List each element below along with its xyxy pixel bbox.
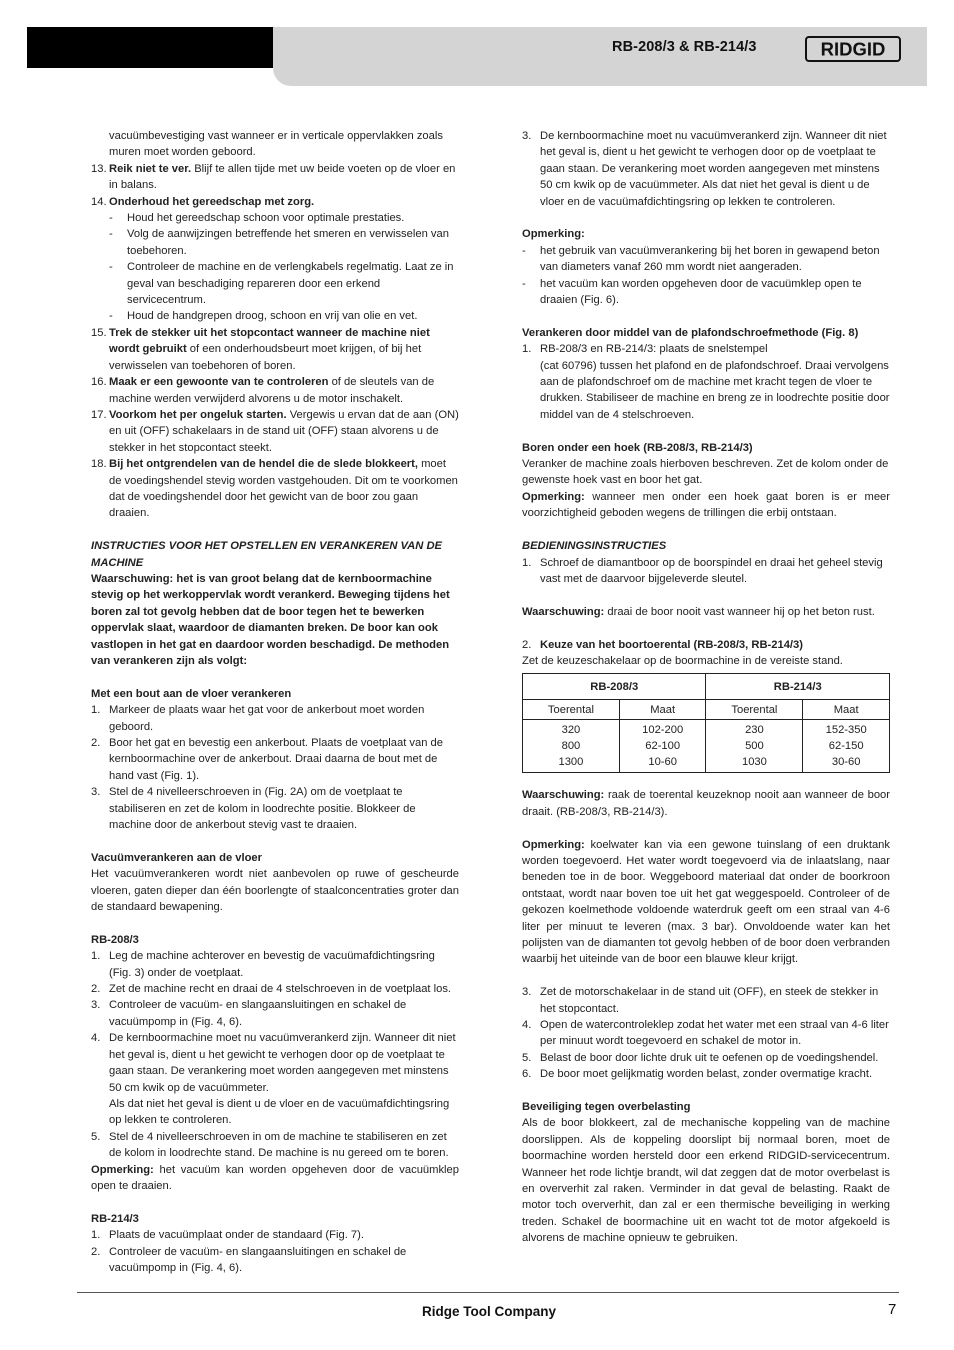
ridgid-logo [805, 36, 901, 62]
rb214-item: 2. Controleer de vacuüm- en slangaansluitingen en schakel de vacuümpomp in (Fig. 4, 6). [91, 1245, 407, 1274]
header-gray-tab [273, 68, 927, 86]
table-group-header: RB-214/3 [706, 674, 890, 700]
bolt-item: 3. Stel de 4 nivelleerschroeven in (Fig. 2A) om de voetplaat te stabiliseren en zet de kolom in loodrechte positie. Blokkeer de machine door de ankerbout stevig vast te draaien. [91, 786, 416, 832]
vacuum-text: Het vacuümverankeren wordt niet aanbevolen op ruwe of gescheurde vloeren, gaten dieper dan één boorlengte of staalconcentraties groter dan de standaard bewapening. [91, 868, 459, 914]
table-col-header: Maat [803, 700, 890, 720]
page-title: RB-208/3 & RB-214/3 [612, 39, 757, 55]
table-group-header: RB-208/3 [523, 674, 706, 700]
rb208-item: 1. Leg de machine achterover en bevestig de vacuümafdichtingsring (Fig. 3) onder de voetplaat. [91, 950, 435, 979]
angle-note: Opmerking: wanneer men onder een hoek gaat boren is er meer voorzichtigheid geboden wegens de trillingen die erbij ontstaan. [522, 490, 890, 520]
vacuum-heading: Vacuümverankeren aan de vloer [91, 851, 263, 864]
table-cell: 152-350 62-150 30-60 [803, 720, 890, 773]
item-15: 15. Trek de stekker uit het stopcontact wanneer de machine niet wordt gebruikt of een onderhoudsbeurt moet krijgen, of bij het verwisselen van toebehoren of boren. [91, 326, 430, 372]
item-14-sub: - Volg de aanwijzingen betreffende het smeren en verwisselen van toebehoren. [109, 228, 449, 257]
left-column [91, 128, 459, 1276]
table-cell: 102-200 62-100 10-60 [619, 720, 706, 773]
table-cell: 230 500 1030 [706, 720, 803, 773]
operating-heading: BEDIENINGSINSTRUCTIES [522, 540, 667, 553]
section-heading: INSTRUCTIES VOOR HET OPSTELLEN EN VERANKEREN VAN DE MACHINE [91, 540, 442, 569]
operating-item: 1. Schroef de diamantboor op de boorspindel en draai het geheel stevig vast met de daarvoor bijgeleverde sleutel. [522, 556, 883, 585]
right-column [522, 128, 890, 1247]
item-13: 13. Reik niet te ver. Blijf te allen tijde met uw beide voeten op de vloer en in balans. [91, 162, 456, 192]
rb214-heading: RB-214/3 [91, 1212, 139, 1225]
note-heading: Opmerking: [522, 228, 585, 241]
operating-step: 6. De boor moet gelijkmatig worden belast, zonder overmatige kracht. [522, 1068, 873, 1081]
table-col-header: Maat [619, 700, 706, 720]
ridgid-logo-text: RIDGID [820, 38, 886, 60]
table-col-header: Toerental [523, 700, 620, 720]
rb208-item: 5. Stel de 4 nivelleerschroeven in om de machine te stabiliseren en zet de kolom in loodrechte stand. De machine is nu gereed om te boren. [91, 1130, 449, 1160]
ceiling-item: 1. RB-208/3 en RB-214/3: plaats de snelstempel (cat 60796) tussen het plafond en de plafondschroef. Draai vervolgens aan de plafondschroef om de machine met kracht tegen de vloer te drukken. Stabiliseer de machine en breng ze in loodrechte positie door middel van de 4 stelschroeven. [522, 343, 890, 421]
rb208-item-4-extra: Als dat niet het geval is dient u de vloer en de vacuümafdichtingsring op lekken te controleren. [109, 1097, 450, 1127]
rb208-item: 3. Controleer de vacuüm- en slangaansluitingen en schakel de vacuümpomp in (Fig. 4, 6). [91, 999, 407, 1028]
operating-item-2: 2. Keuze van het boortoerental (RB-208/3, RB-214/3) [522, 638, 803, 651]
item-12-continued: vacuümbevestiging vast wanneer er in verticale oppervlakken zoals muren moet worden geboord. [109, 130, 443, 159]
note-item: - het gebruik van vacuümverankering bij het boren in gewapend beton van diameters vanaf 260 mm wordt niet aangeraden. [522, 244, 880, 274]
bolt-item: 1. Markeer de plaats waar het gat voor de ankerbout moet worden geboord. [91, 704, 425, 733]
speed-table [522, 673, 890, 773]
operating-step: 3. Zet de motorschakelaar in de stand uit (OFF), en steek de stekker in het stopcontact. [522, 986, 879, 1015]
item-17: 17. Voorkom het per ongeluk starten. Vergewis u ervan dat de aan (ON) en uit (OFF) schakelaars in de stand uit (OFF) staan alvorens u de stekker in het stopcontact steekt. [91, 408, 459, 454]
table-row [523, 720, 890, 773]
rb208-heading: RB-208/3 [91, 933, 139, 946]
footer-divider [77, 1292, 899, 1293]
rb208-note: Opmerking: het vacuüm kan worden opgeheven door de vacuümklep open te draaien. [91, 1163, 459, 1192]
footer-company: Ridge Tool Company [422, 1304, 556, 1319]
rb208-item: 4. De kernboormachine moet nu vacuümverankerd zijn. Wanneer dit niet het geval is, dient u het gewicht te verhogen door op de voetplaat te gaan staan. De verankering moet worden aangegeven met minstens 50 cm kwik op de vacuümmeter. [91, 1032, 456, 1094]
item-16: 16. Maak er een gewoonte van te controleren of de sleutels van de machine werden verwijderd alvorens u de motor inschakelt. [91, 376, 435, 405]
item-14-sub: - Houd de handgrepen droog, schoon en vrij van olie en vet. [109, 310, 418, 323]
warning-text: Waarschuwing: het is van groot belang dat de kernboormachine stevig op het werkoppervlak wordt verankerd. Beweging tijdens het boren zal tot gevolg hebben dat de boor tegen het te bewerken oppervlak slaat, waardoor de diamanten breken. De boor kan ook vastlopen in het gat en daardoor worden beschadigd. De methoden van verankeren zijn als volgt: [91, 572, 450, 667]
rb214-item-3: 3. De kernboormachine moet nu vacuümverankerd zijn. Wanneer dit niet het geval is, dient u het gewicht te verhogen door op de voetplaat te gaan staan. De verankering moet worden aangegeven met minstens 50 cm kwik op de vacuümmeter. Als dat niet het geval is dient u de vloer en de vacuümafdichtingsring op lekken te controleren. [522, 130, 887, 208]
table-cell: 320 800 1300 [523, 720, 620, 773]
rb214-item: 1. Plaats de vacuümplaat onder de standaard (Fig. 7). [91, 1229, 364, 1242]
ceiling-heading: Verankeren door middel van de plafondschroefmethode (Fig. 8) [522, 326, 859, 339]
overload-text: Als de boor blokkeert, zal de mechanische koppeling van de machine doorslippen. Als de koppeling doorslipt bij normaal boren, moet de boormachine worden hersteld door een erkend RIDGID-servicecentrum. Wanneer het rode lichtje brandt, wil dat zeggen dat de motor overbelast is en oververhit zal raken. Verminder in dat geval de belasting. Raakt de motor toch oververhit, dan zal er een thermische beveiliging in werking treden. Schakel de boormachine uit en wacht tot de motor afgekoeld is alvorens de machine opnieuw te gebruiken. [522, 1117, 890, 1245]
note-item: - het vacuüm kan worden opgeheven door de vacuümklep open te draaien (Fig. 6). [522, 277, 862, 307]
rb208-item: 2. Zet de machine recht en draai de 4 stelschroeven in de voetplaat los. [91, 983, 452, 996]
warning-1: Waarschuwing: draai de boor nooit vast wanneer hij op het beton rust. [522, 605, 875, 618]
item-14-sub: - Controleer de machine en de verlengkabels regelmatig. Laat ze in geval van beschadiging repareren door een erkend servicecentrum. [109, 261, 454, 307]
table-col-header: Toerental [706, 700, 803, 720]
operating-step: 5. Belast de boor door lichte druk uit te oefenen op de voedingshendel. [522, 1051, 879, 1064]
cooling-note: Opmerking: koelwater kan via een gewone tuinslang of een druktank worden toegevoerd. Het water wordt toegevoerd via de inlaatslang, naar beneden toe in de boor. Weggeboord materiaal dat onder de boorkroon ontstaat, wordt naar boven toe uit het gat weggespoeld. Controleer of de gekozen koelmethode voldoende waterdruk geeft om een straal van 4-6 liter per minuut te leveren (max. 3 bar). Onvoldoende water kan het polijsten van de diamanten tot gevolg hebben of de boor doen verbranden waarbij het uiteinde van de boor een blauwe kleur krijgt. [522, 838, 890, 966]
item-18: 18. Bij het ontgrendelen van de hendel die de slede blokkeert, moet de voedingshendel stevig worden vastgehouden. Dit om te voorkomen dat de voedingshendel door het gewicht van de boor zou gaan draaien. [91, 458, 458, 520]
speed-instruction: Zet de keuzeschakelaar op de boormachine in de vereiste stand. [522, 654, 843, 667]
item-14: 14. Onderhoud het gereedschap met zorg. [91, 195, 315, 208]
warning-2: Waarschuwing: raak de toerental keuzeknop nooit aan wanneer de boor draait. (RB-208/3, RB-214/3). [522, 789, 890, 818]
page-number: 7 [888, 1301, 897, 1318]
operating-step: 4. Open de watercontroleklep zodat het water met een straal van 4-6 liter per minuut wordt toegevoerd en schakel de motor in. [522, 1018, 889, 1048]
bolt-heading: Met een bout aan de vloer verankeren [91, 687, 292, 700]
angle-heading: Boren onder een hoek (RB-208/3, RB-214/3) [522, 441, 753, 454]
bolt-item: 2. Boor het gat en bevestig een ankerbout. Plaats de voetplaat van de kernboormachine over de ankerbout. Draai daarna de bout met de hand vast (Fig. 1). [91, 737, 443, 782]
item-14-sub: - Houd het gereedschap schoon voor optimale prestaties. [109, 212, 405, 225]
header-black-bar [27, 27, 273, 68]
angle-text: Veranker de machine zoals hierboven beschreven. Zet de kolom onder de gewenste hoek vast en boor het gat. [522, 458, 889, 487]
overload-heading: Beveiliging tegen overbelasting [522, 1100, 691, 1113]
